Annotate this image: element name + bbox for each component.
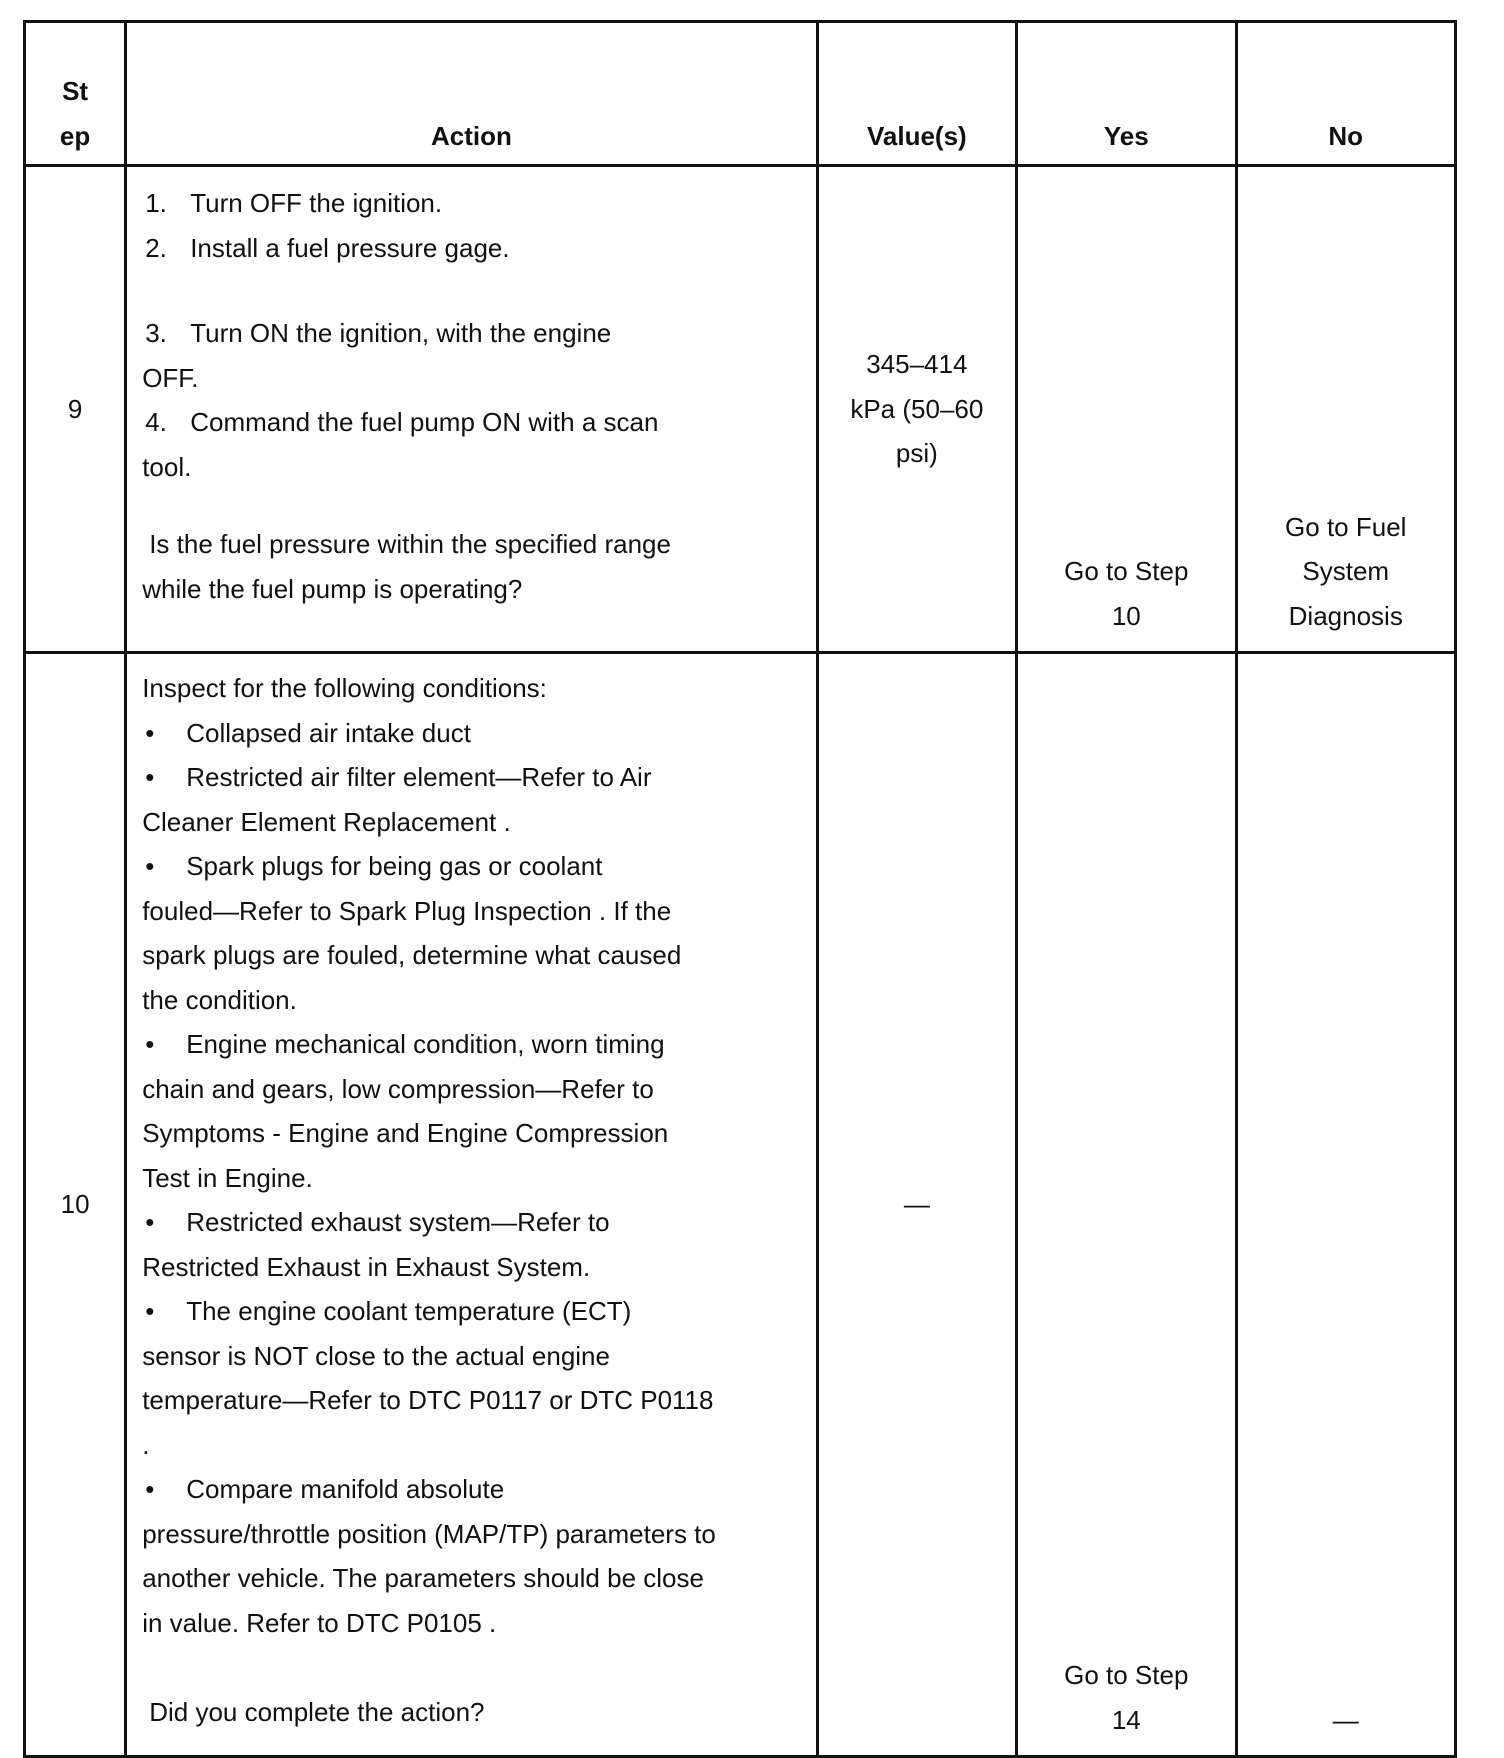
value-cell	[817, 166, 1016, 653]
condition-item: • Restricted exhaust system—Refer to	[145, 1207, 610, 1237]
condition-item: • Spark plugs for being gas or coolant	[145, 851, 603, 881]
action-item: 2. Install a fuel pressure gage.	[145, 232, 510, 263]
condition-item: • Restricted air filter element—Refer to Air	[145, 762, 652, 792]
diagnostic-table	[23, 20, 1457, 1758]
yes-cell: Go to Step 10	[1017, 166, 1236, 653]
question-text: Did you complete the action?	[149, 1696, 485, 1727]
condition-item: • Engine mechanical condition, worn timing	[145, 1029, 665, 1059]
action-intro: Inspect for the following conditions:	[142, 673, 547, 703]
action-cell: 1. Turn OFF the ignition. 2. Install a fuel pressure gage. 3. Turn ON the ignition, with the engine OFF. 4. Command the fuel pump ON with a scan tool. Is the fuel pressure within the specified range while the fuel pump is operating?	[126, 166, 817, 653]
value-text: —	[903, 1189, 930, 1220]
condition-item: • Compare manifold absolute	[145, 1474, 505, 1504]
header-step: St ep	[25, 22, 126, 166]
header-action: Action	[126, 22, 817, 166]
step-number: 9	[25, 166, 126, 653]
value-cell	[817, 653, 1016, 1757]
question-text-cont: while the fuel pump is operating?	[142, 573, 523, 604]
step-number: 10	[25, 653, 126, 1757]
table-row	[25, 166, 1456, 653]
condition-item: • Collapsed air intake duct	[145, 717, 471, 748]
action-cell: Inspect for the following conditions: • Collapsed air intake duct • Restricted air filter element—Refer to Air Cleaner Element Replacement . • Spark plugs for being gas or coolant fouled—Refer to Spark Plug Inspection . If the spark plugs are fouled, determine what caused the condition. • Engine mechanical condition, worn timing chain and gears, low compression—Refer to Symptoms - Engine and Engine Compression Test in Engine. • Restricted exhaust system—Refer to Restricted Exhaust in Exhaust System. • The engine coolant temperature (ECT) sensor is NOT close to the actual engine temperature—Refer to DTC P0117 or DTC P0118 . • Compare manifold absolute pressure/throttle position (MAP/TP) parameters to another vehicle. The parameters should be close in value. Refer to DTC P0105 . Did you complete the action?	[126, 653, 817, 1757]
no-cell: —	[1236, 653, 1456, 1757]
action-item: 4. Command the fuel pump ON with a scan	[145, 407, 659, 437]
condition-item: • The engine coolant temperature (ECT)	[145, 1296, 632, 1326]
value-text: 345–414 kPa (50–60 psi)	[850, 349, 984, 469]
header-yes: Yes	[1017, 22, 1236, 166]
header-row	[25, 22, 1456, 166]
table-row	[25, 653, 1456, 1757]
question-text: Is the fuel pressure within the specified range	[149, 529, 671, 559]
header-values: Value(s)	[817, 22, 1016, 166]
yes-cell: Go to Step 14	[1017, 653, 1236, 1757]
action-item: 3. Turn ON the ignition, with the engine	[145, 318, 612, 348]
action-item: 1. Turn OFF the ignition.	[145, 188, 443, 218]
header-no: No	[1236, 22, 1456, 166]
no-cell: Go to Fuel System Diagnosis	[1236, 166, 1456, 653]
